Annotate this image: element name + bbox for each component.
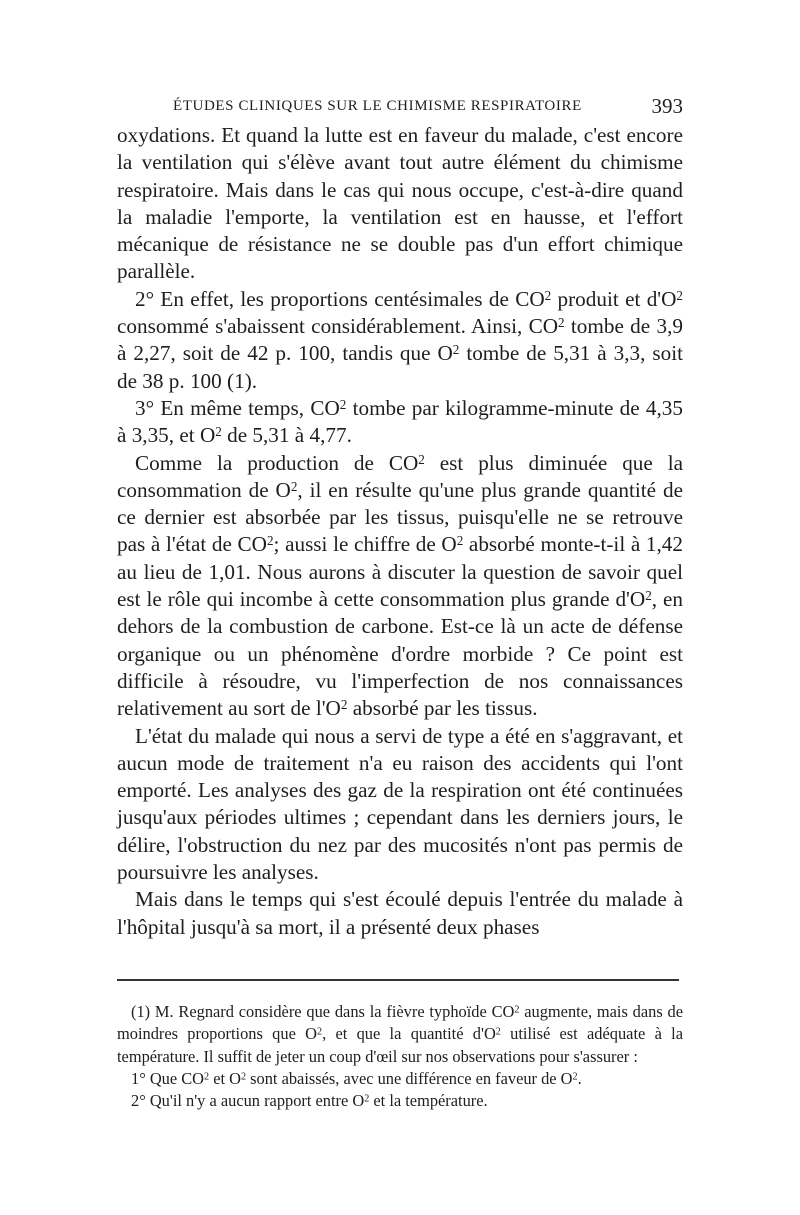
text-run: ; aussi le chiffre de O [273, 532, 457, 557]
text-run: tombe de 3,9 à 2,27, soit de 42 p. 100, tandis que O [117, 314, 683, 366]
text-run: , il en résulte qu'une plus grande quantité de ce dernier est absorbée par les tissus, puisqu'elle ne se retrouve pas à l'état de CO [117, 477, 683, 557]
text-run: consommé s'abaissent considérablement. Ainsi, CO [117, 314, 559, 339]
superscript: 2 [339, 397, 347, 413]
footnotes [117, 1001, 683, 1112]
text-run: est plus diminuée que la consommation de O [117, 450, 683, 502]
text-run: 2° En effet, les proportions centésimales de CO [135, 286, 545, 311]
superscript: 2 [572, 1071, 578, 1083]
page-number: 393 [651, 94, 683, 118]
text-run: tombe de 5,31 à 3,3, soit de 38 p. 100 (1). [117, 341, 683, 393]
text-run: 2° Qu'il n'y a aucun rapport entre O [131, 1091, 365, 1111]
text-run: augmente, mais dans de moindres proportions que O [117, 1001, 683, 1044]
superscript: 2 [240, 1071, 247, 1083]
text-run: sont abaissés, avec une différence en faveur de O [246, 1068, 573, 1088]
text-run: (1) M. Regnard considère que dans la fièvre typhoïde CO [131, 1001, 515, 1021]
book-page [117, 92, 683, 1112]
superscript: 2 [204, 1071, 210, 1083]
superscript: 2 [514, 1004, 520, 1016]
superscript: 2 [558, 315, 565, 331]
text-run: de 5,31 à 4,77. [221, 423, 352, 448]
text-run: 1° Que CO [131, 1068, 205, 1088]
text-run: . [577, 1068, 582, 1088]
superscript: 2 [290, 478, 298, 494]
superscript: 2 [495, 1026, 501, 1038]
running-head [117, 92, 683, 122]
superscript: 2 [316, 1026, 323, 1038]
text-run: 3° En même temps, CO [135, 395, 340, 420]
text-run: tombe par kilogramme-minute de 4,35 à 3,35, et O [117, 395, 683, 448]
superscript: 2 [645, 588, 652, 604]
superscript: 2 [544, 287, 552, 303]
text-run: , en dehors de la combustion de carbone. Est-ce là un acte de défense organique ou un phénomène d'ordre morbide ? Ce point est difficile à résoudre, vu l'imperfection de nos connaissances relativement au sort de l'O [117, 587, 684, 721]
paragraph-3 [117, 395, 683, 450]
superscript: 2 [452, 342, 460, 358]
footnote-rule [117, 979, 679, 981]
paragraph-6: Mais dans le temps qui s'est écoulé depuis l'entrée du malade à l'hôpital jusqu'à sa mort, il a présenté deux phases [117, 887, 683, 939]
text-run: et O [209, 1068, 241, 1088]
paragraph-4 [117, 450, 683, 723]
superscript: 2 [456, 533, 464, 549]
paragraph-2 [117, 286, 683, 395]
paragraph-1: oxydations. Et quand la lutte est en faveur du malade, c'est encore la ventilation qui s'élève avant tout autre élément du chimisme respiratoire. Mais dans le cas qui nous occupe, c'est-à-dire quand la maladie l'emporte, la ventilation est en hausse, et l'effort mécanique de résistance ne se double pas d'un effort chimique parallèle. [117, 123, 683, 284]
footnote-1 [117, 1001, 683, 1068]
text-run: utilisé est adéquate à la température. Il suffit de jeter un coup d'œil sur nos observations pour s'assurer : [117, 1024, 683, 1066]
running-title: ÉTUDES CLINIQUES SUR LE CHIMISME RESPIRATOIRE [173, 98, 582, 114]
text-run: produit et d'O [551, 286, 677, 311]
superscript: 2 [676, 287, 683, 303]
text-run: absorbé par les tissus. [347, 696, 538, 721]
superscript: 2 [266, 533, 274, 549]
text-run: Comme la production de CO [135, 450, 419, 475]
footnote-item-2 [117, 1090, 683, 1112]
superscript: 2 [418, 451, 425, 467]
paragraph-5: L'état du malade qui nous a servi de type a été en s'aggravant, et aucun mode de traitement n'a eu raison des accidents qui l'ont emporté. Les analyses des gaz de la respiration ont été continuées jusqu'aux périodes ultimes ; cependant dans les derniers jours, le délire, l'obstruction du nez par des mucosités n'ont pas permis de poursuivre les analyses. [117, 723, 683, 885]
superscript: 2 [364, 1093, 370, 1105]
body-text [117, 122, 683, 941]
text-run: et la température. [369, 1091, 488, 1111]
superscript: 2 [340, 697, 348, 713]
footnote-item-1 [117, 1068, 683, 1090]
text-run: , et que la quantité d'O [322, 1024, 496, 1044]
superscript: 2 [215, 424, 222, 440]
text-run: absorbé monte-t-il à 1,42 au lieu de 1,01. Nous aurons à discuter la question de savoir quel est le rôle qui incombe à cette consommation plus grande d'O [117, 532, 683, 612]
